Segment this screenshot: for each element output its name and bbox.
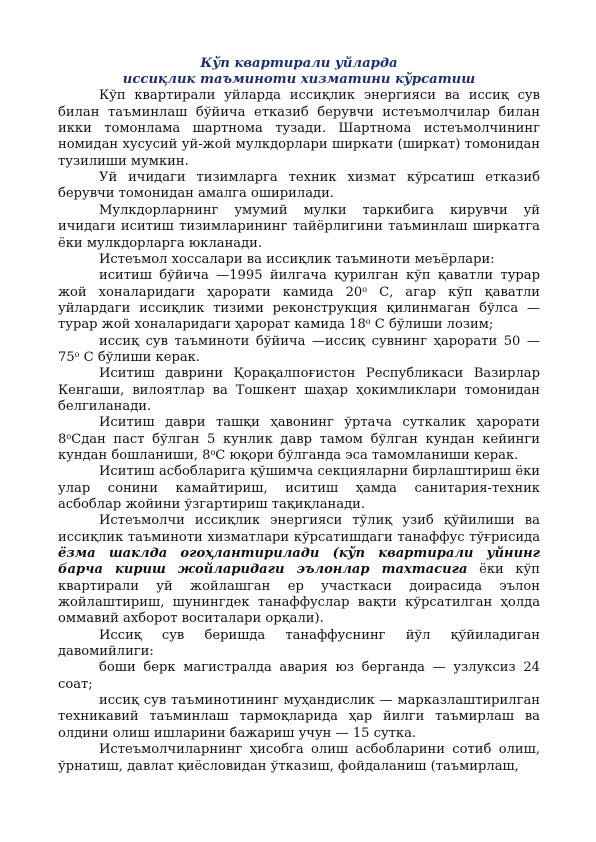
paragraph-interruption-accident: боши берк магистралда авария юз берганда — узлуксиз 24 соат; <box>58 660 540 692</box>
document-page <box>58 56 540 775</box>
paragraph-heating-period-rule: Иситиш даври ташқи ҳавонинг ўртача суткалик ҳарорати $8^оСдан$ паст бўлган 5 кунлик давр тамом бўлган кундан кейинги кундан бошланиши, $8^оС$ юқори бўлганда эса тамомланиши керак. <box>58 415 540 463</box>
paragraph-norms-heading: Истеъмол хоссалари ва иссиқлик таъминоти меъёрлари: <box>99 251 495 267</box>
paragraph-heating-period-authority: Иситиш даврини Қорақалпоғистон Республикаси Вазирлар Кенгаши, вилоятлар ва Тошкент шаҳар ҳокимликлари томонидан белгиланади. <box>58 366 540 414</box>
paragraph-prohibitions: Иситиш асбобларига қўшимча секцияларни бирлаштириш ёки улар сонини камайтириш, иситиш ҳамда санитария-техник асбоблар жойини ўзгартириш тақиқланади. <box>58 464 540 512</box>
notification-emphasis: ёзма шаклда огоҳлантирилади (кўп квартирали уйнинг барча кириш жойларидаги эълонлар тахтасига <box>58 546 540 578</box>
paragraph-contract: Кўп квартирали уйларда иссиқлик энергияси ва иссиқ сув билан таъминлаш бўйича етказиб берувчи истеъмолчилар билан икки томонлама шартнома тузади. Шартнома истеъмолчининг номидан хусусий уй-жой мулкдорлари ширкати (ширкат) томонидан тузилиши мумкин. <box>58 88 540 169</box>
title-line-1: Кўп квартирали уйларда <box>200 56 398 71</box>
paragraph-notification: Истеъмолчи иссиқлик энергияси тўлиқ узиб қўйилиши ва иссиқлик таъминоти хизматлари кўрсатишдаги танаффус тўғрисида ёзма шаклда огоҳлантирилади (кўп квартирали уйнинг барча кириш жойларидаги эълонлар тахтасига ёки кўп квартирали уй жойлашган ер участкаси доирасида эълон жойлаштириш, шунингдек танаффуслар вақти кўрсатилган ҳолда оммавий ахборот воситалари орқали). <box>58 513 540 627</box>
paragraph-maintenance: Уй ичидаги тизимларга техник хизмат кўрсатиш етказиб берувчи томонидан амалга оширилади. <box>58 170 540 202</box>
paragraph-heating-norm: иситиш бўйича —1995 йилгача қурилган кўп қаватли турар жой хоналаридаги ҳарорати камида $20^о$ С, агар кўп қаватли уйлардаги иссиқлик тизими реконструкция қилинмаган бўлса — турар жой хоналаридаги ҳарорат камида $18^о$ С бўлиши лозим; <box>58 268 540 333</box>
title-line-2: иссиқлик таъминоти хизматини кўрсатиш <box>122 72 476 88</box>
paragraph-interruption-repair: иссиқ сув таъминотининг муҳандислик — марказлаштирилган техникавий таъминлаш тармоқларида ҳар йилги таъмирлаш ва олдини олиш ишларини бажариш учун — 15 сутка. <box>58 693 540 741</box>
paragraph-common-property: Мулкдорларнинг умумий мулки таркибига кирувчи уй ичидаги иситиш тизимларининг тайёрлигини таъминлаш ширкатга ёки мулкдорларга юкланади. <box>58 202 540 251</box>
paragraph-metering: Истеъмолчиларнинг ҳисобга олиш асбобларини сотиб олиш, ўрнатиш, давлат қиёсловидан ўтказиш, фойдаланиш (таъмирлаш, <box>58 742 540 774</box>
paragraph-hot-water-norm: иссиқ сув таъминоти бўйича —иссиқ сувнинг ҳарорати 50 — $75^о$ С бўлиши керак. <box>58 333 540 365</box>
paragraph-interruption-heading: Иссиқ сув беришда танаффуснинг йўл қўйиладиган давомийлиги: <box>58 627 540 660</box>
document-title <box>58 56 540 88</box>
